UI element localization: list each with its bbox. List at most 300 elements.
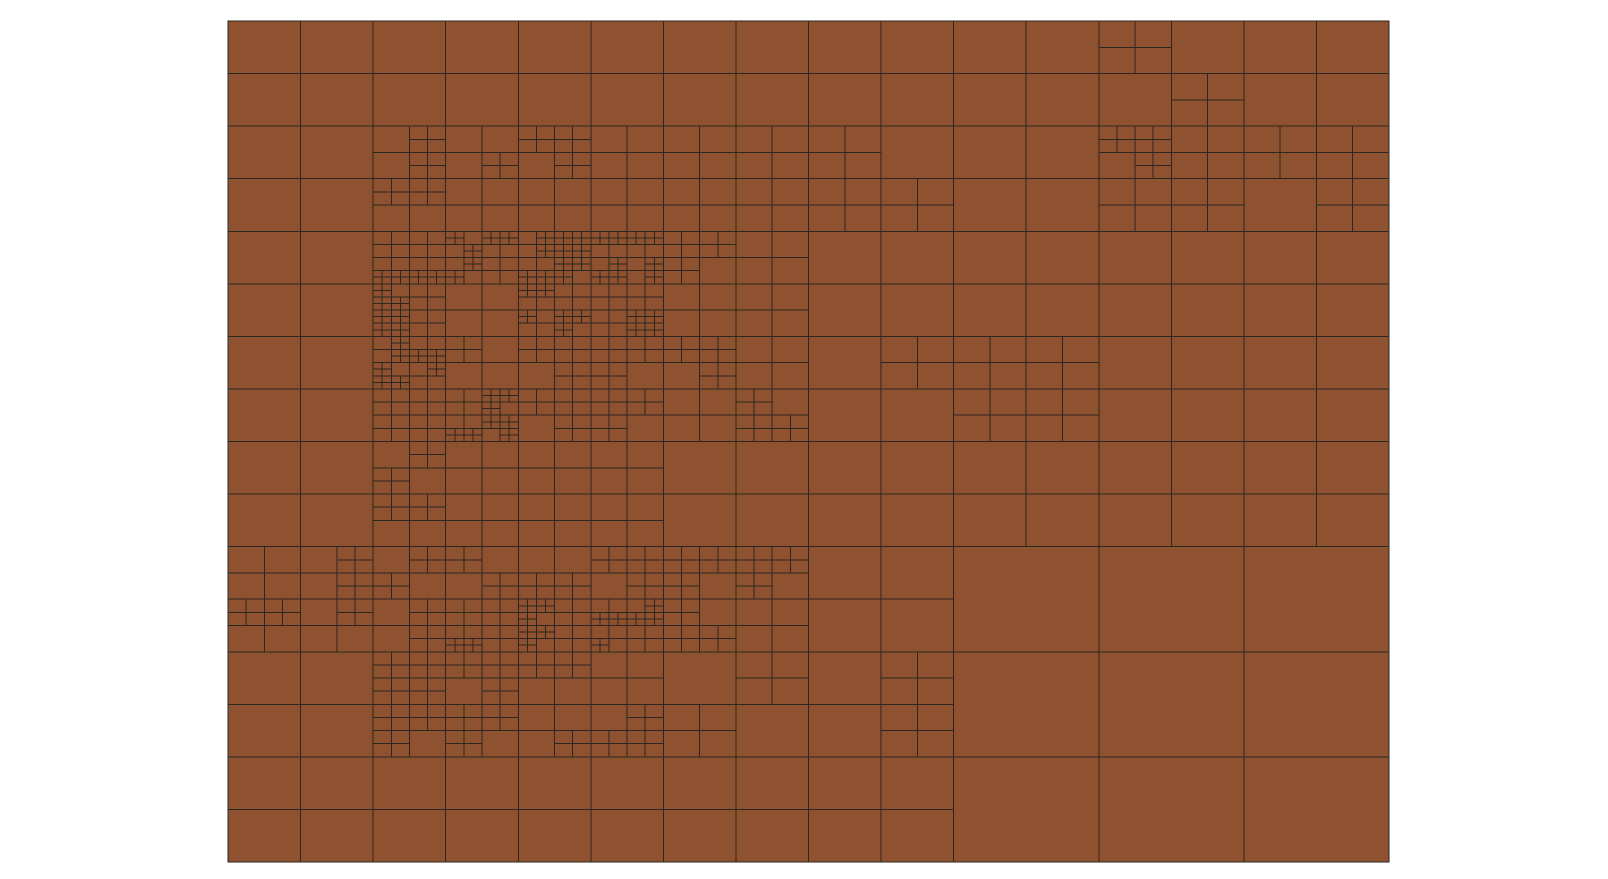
quadtree-cell	[1244, 152, 1280, 178]
quadtree-cell	[391, 402, 409, 415]
quadtree-cell	[663, 494, 736, 547]
quadtree-cell	[700, 625, 718, 638]
quadtree-cell	[555, 494, 591, 520]
quadtree-cell	[437, 356, 446, 363]
quadtree-cell	[582, 317, 591, 324]
quadtree-cell	[428, 625, 446, 638]
quadtree-cell	[636, 231, 645, 238]
quadtree-cell	[536, 586, 554, 599]
quadtree-cell	[700, 310, 736, 336]
quadtree-cell	[373, 350, 391, 363]
quadtree-cell	[464, 560, 482, 573]
quadtree-cell	[591, 310, 609, 323]
quadtree-cell	[518, 258, 536, 271]
quadtree-cell	[682, 231, 700, 244]
quadtree-cell	[373, 205, 409, 231]
quadtree-cell	[446, 74, 519, 127]
quadtree-cell	[455, 277, 464, 284]
quadtree-cell	[591, 297, 609, 310]
quadtree-cell	[1171, 494, 1244, 547]
quadtree-cell	[446, 179, 482, 205]
quadtree-cell	[881, 599, 954, 652]
quadtree-cell	[591, 678, 627, 704]
quadtree-cell	[845, 126, 881, 152]
quadtree-cell	[718, 639, 736, 652]
quadtree-cell	[473, 435, 482, 442]
quadtree-cell	[446, 625, 464, 638]
quadtree-cell	[627, 330, 636, 337]
quadtree-cell	[518, 21, 591, 74]
quadtree-cell	[518, 639, 527, 646]
quadtree-cell	[527, 277, 536, 284]
quadtree-cell	[682, 271, 700, 284]
quadtree-cell	[627, 731, 645, 744]
quadtree-cell	[564, 244, 573, 251]
quadtree-cell	[1099, 139, 1117, 152]
quadtree-cell	[609, 389, 627, 402]
quadtree-cell	[645, 704, 663, 717]
quadtree-cell	[573, 586, 591, 599]
quadtree-cell	[400, 271, 409, 278]
quadtree-cell	[736, 21, 809, 74]
quadtree-cell	[482, 231, 491, 238]
quadtree-cell	[663, 442, 736, 495]
quadtree-cell	[373, 468, 391, 481]
quadtree-cell	[609, 619, 618, 626]
quadtree-cells	[228, 21, 1389, 862]
quadtree-cell	[591, 231, 600, 238]
quadtree-cell	[545, 277, 554, 284]
quadtree-cell	[772, 284, 808, 310]
quadtree-cell	[591, 757, 664, 810]
quadtree-cell	[500, 435, 509, 442]
quadtree-cell	[663, 612, 681, 625]
quadtree-cell	[609, 297, 627, 310]
quadtree-cell	[564, 251, 573, 258]
quadtree-cell	[391, 277, 400, 284]
quadtree-cell	[564, 264, 573, 271]
quadtree-cell	[555, 547, 591, 573]
quadtree-cell	[663, 731, 699, 757]
quadtree-cell	[1062, 363, 1098, 389]
quadtree-cell	[845, 179, 881, 205]
quadtree-cell	[409, 494, 427, 507]
quadtree-cell	[772, 625, 808, 651]
quadtree-cell	[609, 599, 627, 612]
quadtree-cell	[1280, 152, 1316, 178]
quadtree-cell	[446, 402, 464, 415]
quadtree-cell	[464, 258, 473, 265]
quadtree-cell	[1026, 179, 1099, 232]
quadtree-cell	[491, 396, 500, 403]
quadtree-cell	[627, 244, 645, 257]
quadtree-cell	[917, 652, 953, 678]
quadtree-cell	[654, 277, 663, 284]
quadtree-cell	[428, 560, 446, 573]
quadtree-cell	[482, 271, 500, 284]
quadtree-cell	[718, 376, 736, 389]
quadtree-cell	[555, 317, 564, 324]
quadtree-cell	[301, 389, 374, 442]
quadtree-cell	[1135, 205, 1171, 231]
quadtree-cell	[1171, 442, 1244, 495]
quadtree-cell	[627, 573, 645, 586]
quadtree-cell	[373, 442, 409, 468]
quadtree-cell	[264, 573, 300, 599]
quadtree-cell	[437, 350, 446, 357]
quadtree-cell	[555, 179, 591, 205]
quadtree-cell	[382, 277, 391, 284]
quadtree-cell	[264, 599, 282, 612]
quadtree-cell	[228, 389, 301, 442]
quadtree-cell	[591, 520, 627, 546]
quadtree-cell	[881, 494, 954, 547]
quadtree-cell	[518, 389, 536, 402]
quadtree-cell	[636, 612, 645, 619]
quadtree-cell	[636, 330, 645, 337]
quadtree-cell	[736, 205, 772, 231]
quadtree-cell	[645, 731, 663, 744]
quadtree-cell	[609, 258, 618, 265]
quadtree-cell	[645, 612, 654, 619]
quadtree-cell	[591, 323, 609, 336]
quadtree-cell	[518, 652, 536, 665]
quadtree-cell	[545, 251, 554, 258]
quadtree-cell	[636, 238, 645, 245]
quadtree-cell	[645, 586, 663, 599]
quadtree-cell	[446, 717, 464, 730]
quadtree-cell	[555, 126, 573, 139]
quadtree-cell	[446, 415, 464, 428]
quadtree-cell	[391, 258, 409, 271]
quadtree-cell	[518, 323, 536, 336]
quadtree-cell	[1316, 284, 1389, 337]
quadtree-cell	[700, 284, 736, 310]
quadtree-cell	[809, 494, 882, 547]
quadtree-cell	[700, 350, 718, 363]
quadtree-cell	[682, 547, 700, 560]
quadtree-cell	[437, 271, 446, 278]
quadtree-cell	[663, 639, 681, 652]
quadtree-cell	[391, 179, 409, 192]
quadtree-cell	[609, 238, 618, 245]
quadtree-cell	[627, 336, 645, 349]
quadtree-cell	[500, 238, 509, 245]
quadtree-cell	[555, 231, 564, 238]
quadtree-cell	[264, 625, 300, 651]
quadtree-cell	[446, 21, 519, 74]
quadtree-cell	[736, 152, 772, 178]
quadtree-cell	[536, 573, 554, 586]
quadtree-cell	[736, 336, 772, 362]
quadtree-cell	[482, 258, 500, 271]
quadtree-cell	[609, 547, 627, 560]
quadtree-cell	[1099, 126, 1117, 139]
quadtree-cell	[373, 809, 446, 862]
quadtree-cell	[518, 547, 554, 573]
quadtree-cell	[545, 271, 554, 278]
quadtree-cell	[373, 179, 391, 192]
quadtree-cell	[509, 415, 518, 422]
quadtree-cell	[391, 244, 409, 257]
quadtree-cell	[382, 330, 391, 337]
quadtree-cell	[1171, 231, 1244, 284]
quadtree-cell	[736, 415, 754, 428]
quadtree-cell	[555, 330, 564, 337]
quadtree-cell	[555, 704, 591, 730]
quadtree-cell	[881, 442, 954, 495]
quadtree-cell	[573, 244, 582, 251]
quadtree-cell	[736, 809, 809, 862]
quadtree-cell	[373, 481, 391, 494]
quadtree-cell	[409, 310, 427, 323]
quadtree-cell	[573, 238, 582, 245]
quadtree-cell	[391, 310, 400, 317]
quadtree-cell	[382, 363, 391, 370]
quadtree-cell	[518, 606, 527, 613]
quadtree-cell	[1316, 152, 1352, 178]
quadtree-cell	[1117, 139, 1135, 152]
quadtree-cell	[591, 612, 600, 619]
quadtree-cell	[1208, 126, 1244, 152]
quadtree-cell	[645, 619, 654, 626]
quadtree-cell	[555, 586, 573, 599]
quadtree-cell	[627, 520, 663, 546]
quadtree-cell	[228, 612, 246, 625]
quadtree-cell	[491, 231, 500, 238]
quadtree-cell	[645, 606, 654, 613]
quadtree-cell	[527, 599, 536, 606]
quadtree-cell	[627, 599, 645, 612]
quadtree-cell	[718, 336, 736, 349]
quadtree-cell	[591, 442, 627, 468]
quadtree-cell	[772, 415, 790, 428]
quadtree-cell	[1316, 205, 1352, 231]
quadtree-cell	[446, 757, 519, 810]
quadtree-cell	[518, 277, 527, 284]
quadtree-cell	[400, 323, 409, 330]
quadtree-cell	[464, 350, 482, 363]
quadtree-cell	[391, 350, 400, 357]
quadtree-cell	[536, 310, 554, 323]
quadtree-cell	[663, 258, 681, 271]
quadtree-cell	[954, 389, 990, 415]
quadtree-cell	[573, 639, 591, 652]
quadtree-cell	[591, 402, 609, 415]
quadtree-cell	[536, 599, 545, 606]
quadtree-cell	[373, 428, 391, 441]
quadtree-cell	[391, 192, 409, 205]
quadtree-cell	[409, 205, 445, 231]
quadtree-cell	[564, 258, 573, 265]
quadtree-cell	[772, 560, 790, 573]
quadtree-cell	[518, 665, 536, 678]
quadtree-cell	[627, 258, 645, 271]
quadtree-cell	[491, 409, 500, 416]
quadtree-cell	[591, 126, 627, 152]
quadtree-cell	[428, 152, 446, 165]
quadtree-cell	[555, 152, 573, 165]
quadtree-cell	[482, 520, 518, 546]
quadtree-cell	[627, 323, 636, 330]
quadtree-cell	[1026, 74, 1099, 127]
quadtree-cell	[609, 744, 627, 757]
quadtree-cell	[700, 573, 736, 599]
quadtree-cell	[282, 612, 300, 625]
quadtree-cell	[645, 284, 663, 297]
quadtree-cell	[700, 152, 736, 178]
quadtree-cell	[555, 258, 564, 265]
quadtree-cell	[446, 468, 482, 494]
quadtree-cell	[1316, 21, 1389, 74]
quadtree-cell	[301, 809, 374, 862]
quadtree-cell	[600, 271, 609, 278]
quadtree-cell	[555, 389, 573, 402]
quadtree-cell	[482, 691, 500, 704]
quadtree-cell	[591, 639, 600, 646]
quadtree-cell	[491, 402, 500, 409]
quadtree-cell	[682, 599, 700, 612]
quadtree-cell	[555, 264, 564, 271]
quadtree-cell	[482, 731, 518, 757]
quadtree-cell	[627, 494, 663, 520]
quadtree-cell	[990, 415, 1026, 441]
quadtree-cell	[772, 310, 808, 336]
quadtree-cell	[609, 323, 627, 336]
quadtree-cell	[536, 606, 545, 613]
quadtree-cell	[627, 152, 663, 178]
quadtree-cell	[809, 336, 882, 389]
quadtree-cell	[582, 258, 591, 265]
quadtree-cell	[301, 625, 337, 651]
quadtree-cell	[446, 271, 455, 278]
quadtree-cell	[573, 139, 591, 152]
quadtree-cell	[1026, 126, 1099, 179]
quadtree-cell	[1316, 74, 1389, 127]
quadtree-cell	[509, 428, 518, 435]
quadtree-cell	[573, 317, 582, 324]
quadtree-cell	[373, 665, 391, 678]
quadtree-cell	[1099, 442, 1172, 495]
quadtree-cell	[491, 389, 500, 396]
quadtree-cell	[301, 74, 374, 127]
quadtree-cell	[545, 625, 554, 632]
quadtree-cell	[446, 520, 482, 546]
quadtree-cell	[718, 244, 736, 257]
quadtree-cell	[573, 231, 582, 238]
quadtree-cell	[917, 179, 953, 205]
quadtree-cell	[518, 704, 554, 730]
quadtree-cell	[518, 678, 554, 704]
quadtree-cell	[373, 21, 446, 74]
quadtree-cell	[482, 244, 500, 257]
quadtree-cell	[428, 612, 446, 625]
quadtree-cell	[536, 652, 554, 665]
quadtree-cell	[654, 231, 663, 238]
quadtree-cell	[373, 310, 382, 317]
quadtree-cell	[373, 382, 382, 389]
quadtree-cell	[409, 560, 427, 573]
quadtree-cell	[1244, 284, 1317, 337]
quadtree-cell	[518, 586, 536, 599]
quadtree-cell	[627, 389, 645, 402]
quadtree-cell	[663, 21, 736, 74]
quadtree-cell	[337, 612, 355, 625]
quadtree-cell	[809, 179, 845, 205]
quadtree-cell	[373, 369, 382, 376]
quadtree-cell	[682, 244, 700, 257]
quadtree-cell	[645, 625, 663, 638]
quadtree-cell	[754, 415, 772, 428]
quadtree-cell	[228, 573, 264, 599]
quadtree-cell	[500, 428, 509, 435]
quadtree-cell	[464, 244, 473, 251]
quadtree-cell	[772, 573, 808, 599]
quadtree-cell	[409, 717, 427, 730]
quadtree-cell	[482, 704, 500, 717]
quadtree-cell	[645, 258, 654, 265]
quadtree-cell	[409, 244, 427, 257]
quadtree-cell	[373, 297, 382, 304]
quadtree-cell	[527, 606, 536, 613]
quadtree-cell	[500, 704, 518, 717]
quadtree-cell	[1099, 205, 1135, 231]
quadtree-cell	[663, 560, 681, 573]
quadtree-cell	[736, 442, 809, 495]
quadtree-cell	[418, 277, 427, 284]
quadtree-cell	[1244, 231, 1317, 284]
quadtree-cell	[446, 428, 455, 435]
quadtree-cell	[373, 625, 409, 651]
quadtree-cell	[455, 435, 464, 442]
quadtree-cell	[600, 619, 609, 626]
quadtree-cell	[609, 350, 627, 363]
quadtree-cell	[845, 152, 881, 178]
quadtree-cell	[618, 271, 627, 278]
quadtree-cell	[1244, 389, 1317, 442]
quadtree-cell	[409, 297, 427, 310]
quadtree-cell	[663, 599, 681, 612]
quadtree-cell	[591, 415, 609, 428]
quadtree-cell	[382, 271, 391, 278]
quadtree-cell	[1244, 21, 1317, 74]
quadtree-cell	[536, 258, 554, 271]
quadtree-cell	[627, 625, 645, 638]
quadtree-cell	[881, 678, 917, 704]
quadtree-cell	[700, 389, 736, 415]
quadtree-cell	[536, 126, 554, 139]
quadtree-cell	[301, 757, 374, 810]
quadtree-cell	[428, 356, 437, 363]
quadtree-cell	[1099, 231, 1172, 284]
quadtree-cell	[409, 363, 427, 376]
quadtree-cell	[400, 343, 409, 350]
quadtree-cell	[464, 704, 482, 717]
quadtree-cell	[491, 422, 500, 429]
quadtree-cell	[446, 336, 464, 349]
quadtree-cell	[409, 284, 427, 297]
quadtree-cell	[1353, 152, 1389, 178]
quadtree-cell	[301, 599, 337, 625]
quadtree-cell	[627, 560, 645, 573]
quadtree-cell	[736, 652, 772, 678]
quadtree-cell	[464, 599, 482, 612]
quadtree-cell	[464, 271, 482, 284]
quadtree-cell	[573, 284, 591, 297]
quadtree-cell	[428, 231, 446, 244]
quadtree-cell	[591, 244, 609, 257]
quadtree-cell	[455, 639, 464, 646]
